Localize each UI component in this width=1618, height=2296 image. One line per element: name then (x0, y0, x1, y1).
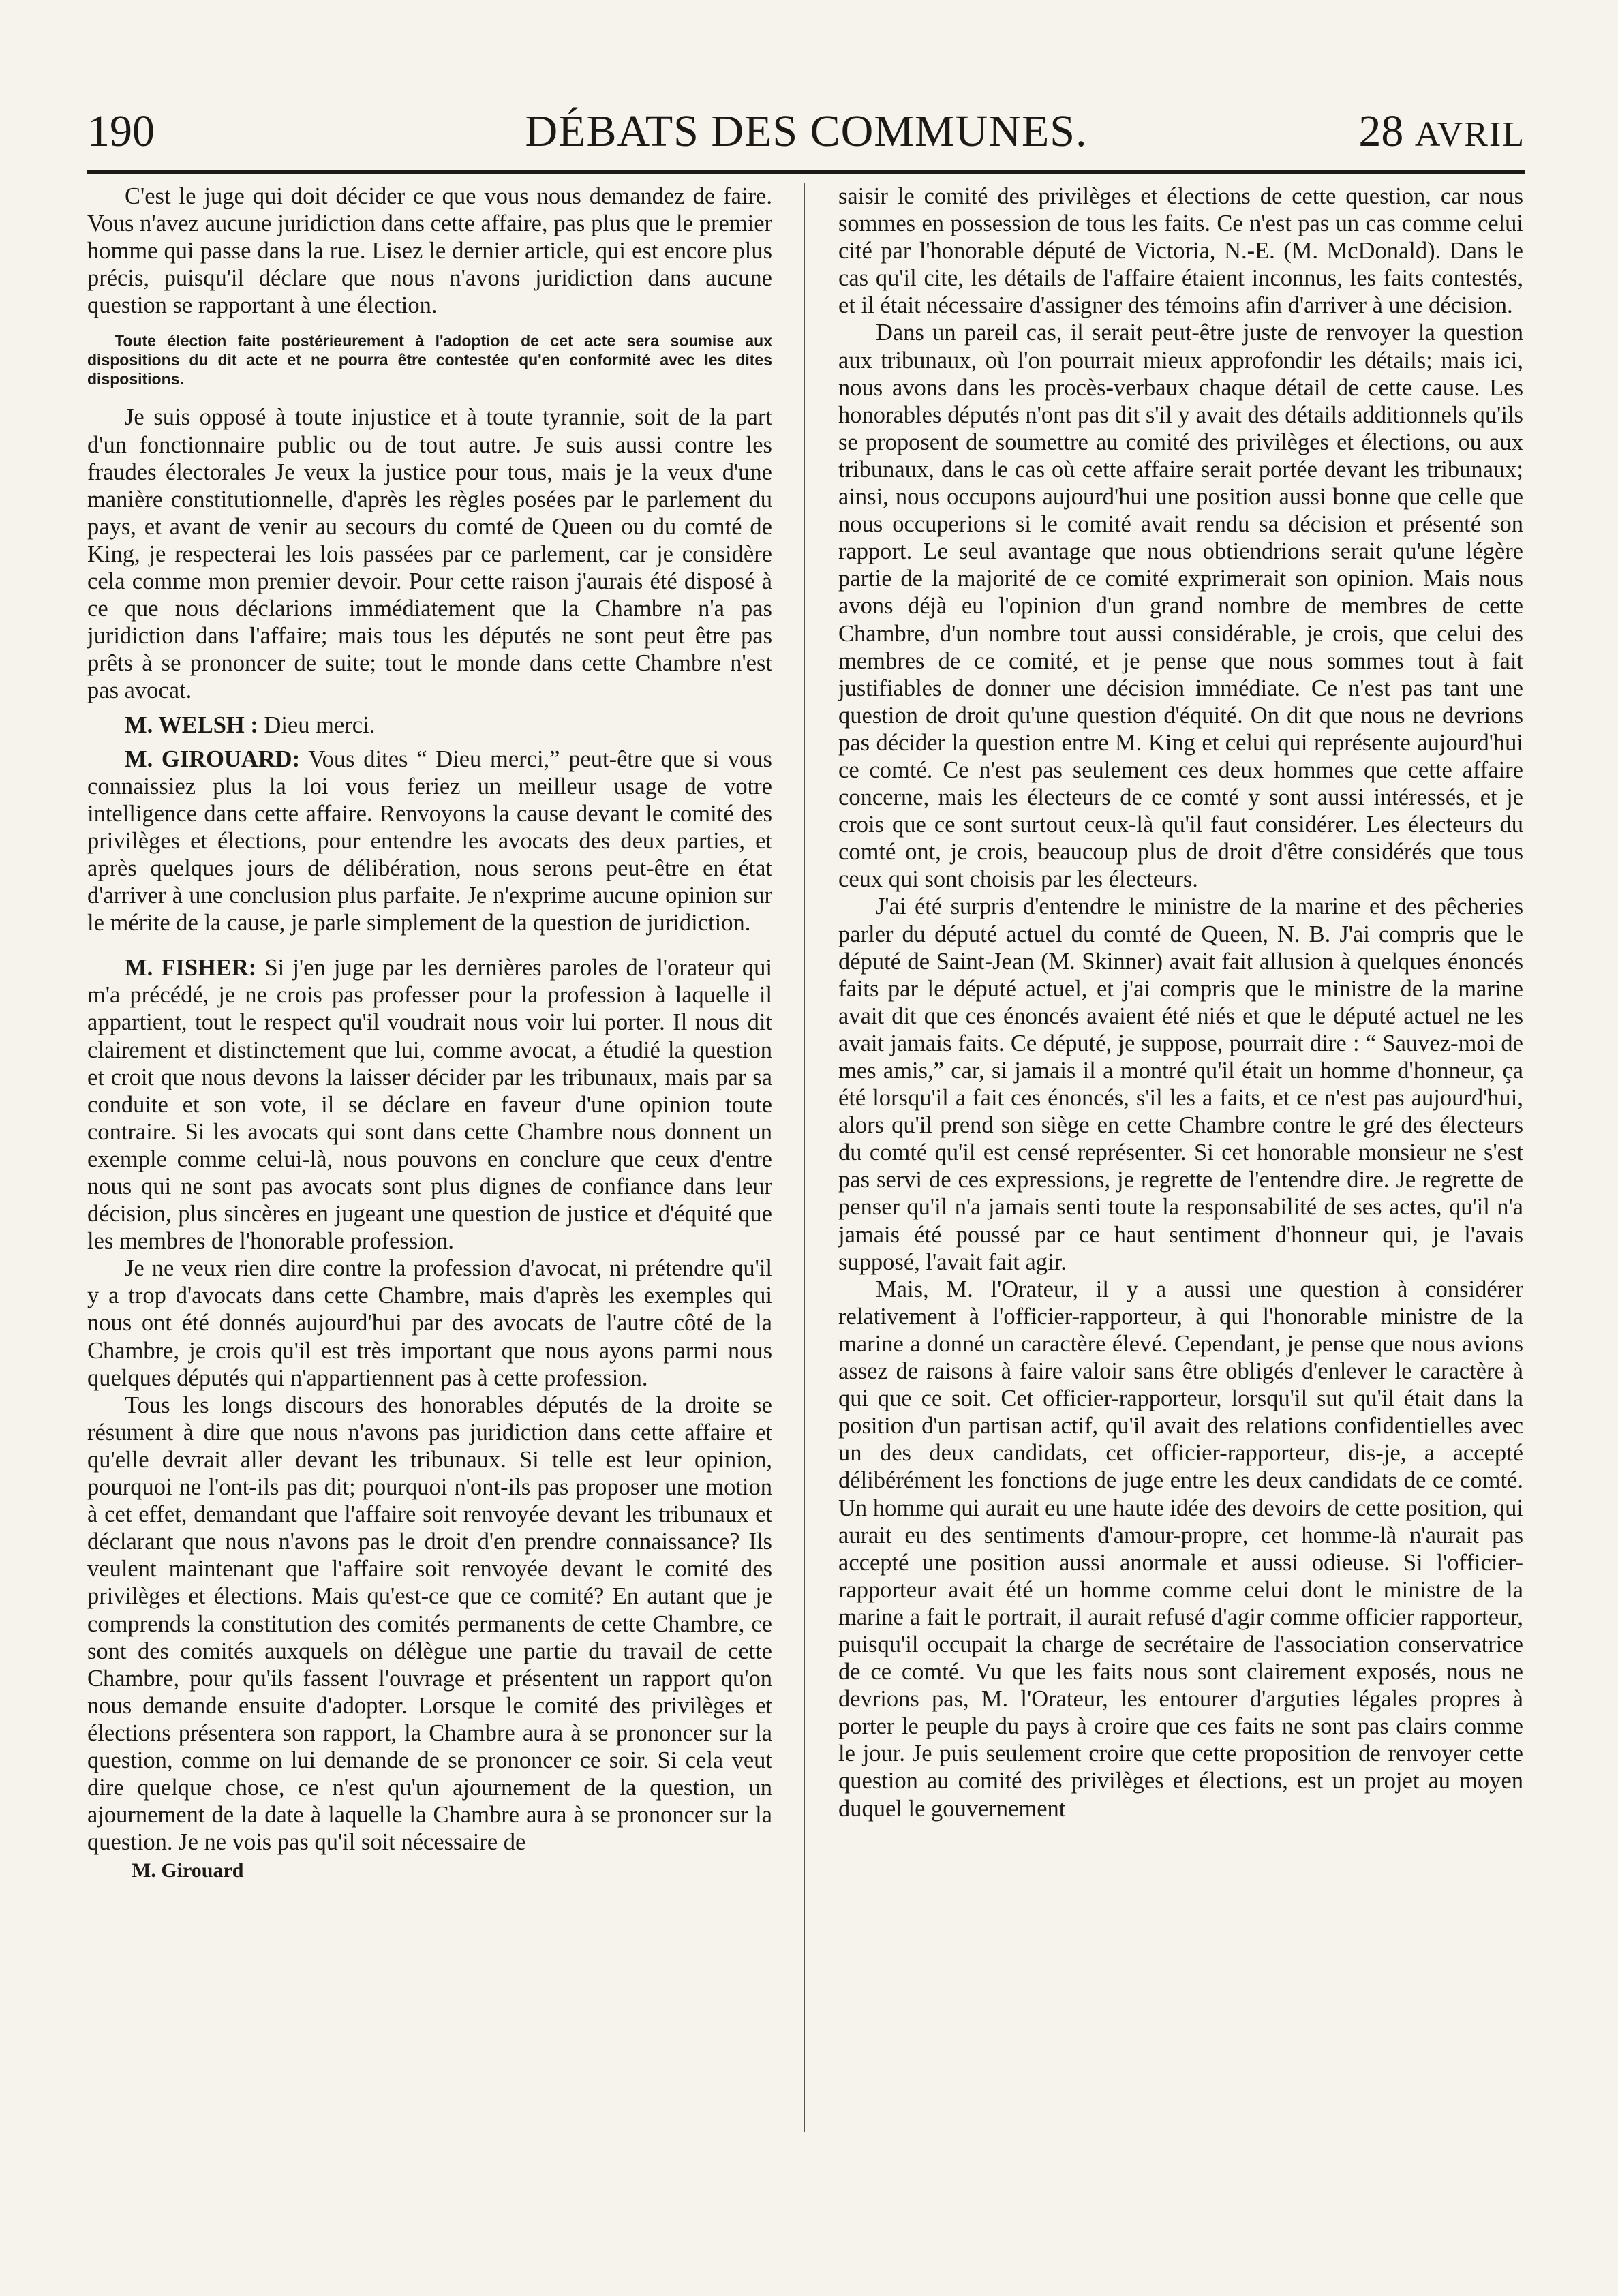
speech-text: Si j'en juge par les dernières paroles de l'orateur qui m'a précédé, je ne crois pas professer pour la profession à laquelle il appartient, tout le respect qu'il voudrait nous voir lui porter. Il nous dit clairement et distinctement que lui, comme avocat, a étudié la question et croit que nous devons la laisser décider par les tribunaux, mais par sa conduite et son vote, il se déclare en faveur d'une opinion toute contraire. Si les avocats qui sont dans cette Chambre nous donnent un exemple comme celui-là, nous pouvons en conclure que ceux d'entre nous qui ne sont pas avocats sont plus dignes de confiance dans leur décision, plus sincères en jugeant une question de justice et d'équité que les membres de l'honorable profession. (87, 955, 772, 1255)
speech-fisher (87, 954, 772, 1255)
header-rule (87, 170, 1525, 174)
right-column (838, 183, 1523, 2227)
paragraph: Tous les longs discours des honorables députés de la droite se résument à dire que nous n'avons pas juridiction dans cette affaire et qu'elle devrait aller devant les tribunaux. Si telle est leur opinion, pourquoi ne l'ont-ils pas dit; pourquoi n'ont-ils pas proposer une motion à cet effet, demandant que l'affaire soit renvoyée devant les tribunaux et déclarant que nous n'avons pas le droit d'en prendre connaissance? Ils veulent maintenant que l'affaire soit renvoyée devant le comité des privilèges et élections. Mais qu'est-ce que ce comité? En autant que je comprends la constitution des comités permanents de cette Chambre, ce sont des comités auxquels on délègue une partie du travail de cette Chambre, pour qu'ils fassent l'ouvrage et présentent un rapport qu'on nous demande ensuite d'adopter. Lorsque le comité des privilèges et élections présentera son rapport, la Chambre aura à se prononcer sur la question, comme on lui demande de se prononcer ce soir. Si cela veut dire quelque chose, ce n'est qu'un ajournement de la question, un ajournement de la date à laquelle la Chambre aura à se prononcer sur la question. Je ne vois pas qu'il soit nécessaire de (87, 1392, 772, 1856)
paragraph: Je suis opposé à toute injustice et à toute tyrannie, soit de la part d'un fonctionnaire public ou de tout autre. Je suis aussi contre les fraudes électorales Je veux la justice pour tous, mais je la veux d'une manière constitutionnelle, d'après les règles posées par le parlement du pays, et avant de venir au secours du comté de Queen ou du comté de King, je respecterai les lois passées par ce parlement, car je considère cela comme mon premier devoir. Pour cette raison j'aurais été disposé à ce que nous déclarions immédiatement que la Chambre n'a pas juridiction dans l'affaire; mais tous les députés ne sont peut être pas prêts à se prononcer de suite; tout le monde dans cette Chambre n'est pas avocat. (87, 404, 772, 704)
paragraph: Je ne veux rien dire contre la profession d'avocat, ni prétendre qu'il y a trop d'avocats dans cette Chambre, mais d'après les exemples qui nous ont été donnés aujourd'hui par des avocats de l'autre côté de la Chambre, je crois qu'il est très important que nous ayons parmi nous quelques députés qui n'appartiennent pas à cette profession. (87, 1255, 772, 1391)
speaker-name: M. GIROUARD: (125, 746, 301, 772)
quoted-article: Toute élection faite postérieurement à l'adoption de cet acte sera soumise aux dispositions du dit acte et ne pourra être contestée qu'en conformité avec les dites dispositions. (87, 332, 772, 388)
paragraph: J'ai été surpris d'entendre le ministre de la marine et des pêcheries parler du député actuel du comté de Queen, N. B. J'ai compris que le député de Saint-Jean (M. Skinner) avait fait allusion à quelques énoncés faits par le député actuel, et j'ai compris que le ministre de la marine avait dit que ces énoncés avaient été niés et que le député actuel ne les avait jamais faits. Ce député, je suppose, pourrait dire : “ Sauvez-moi de mes amis,” car, si jamais il a montré qu'il était un homme d'honneur, ça été lorsqu'il a fait ces énoncés, s'il les a faits, et ce n'est pas aujourd'hui, alors qu'il prend son siège en cette Chambre contre le gré des électeurs du comté qu'il est censé représenter. Si cet honorable monsieur ne s'est pas servi de ces expressions, je regrette de l'entendre dire. Je regrette de penser qu'il n'a jamais senti toute la responsabilité de ses actes, qu'il n'a jamais été poussé par ce haut sentiment d'honneur qui, je l'avais supposé, l'avait fait agir. (838, 893, 1523, 1275)
speech-welsh (87, 711, 772, 739)
speaker-name: M. WELSH : (125, 711, 258, 738)
date-month: AVRIL (1414, 115, 1525, 154)
paragraph: Dans un pareil cas, il serait peut-être juste de renvoyer la question aux tribunaux, où l'on pourrait mieux approfondir les détails; mais ici, nous avons dans les procès-verbaux chaque détail de cette cause. Les honorables députés n'ont pas dit s'il y avait des détails additionnels qu'ils se proposent de soumettre au comité des privilèges et élections, ou aux tribunaux, dans le cas où cette affaire serait portée devant les tribunaux; ainsi, nous occupons aujourd'hui une position aussi bonne que celle que nous occuperions si le comité avait rendu sa décision et présenté son rapport. Le seul avantage que nous obtiendrions serait qu'une légère partie de la majorité de ce comité exprimerait son opinion. Mais nous avons déjà eu l'opinion d'un grand nombre de membres de cette Chambre, d'un nombre tout aussi considérable, je crois, que celui des membres de ce comité, et je pense que nous sommes tout à fait justifiables de donner une décision immédiate. Ce n'est pas tant une question de droit qu'une question d'équité. On dit que nous ne devrions pas décider la question entre M. King et celui qui représente aujourd'hui ce comté. Ce n'est pas seulement ces deux hommes que cette affaire concerne, mais les électeurs de ce comté y sont aussi intéressés, et je crois que ce sont surtout ceux-là qu'il faut considérer. Les électeurs du comté ont, je crois, beaucoup plus de droit d'être considérés que tous ceux qui sont choisis par les électeurs. (838, 320, 1523, 893)
page-number: 190 (87, 106, 155, 156)
paragraph: C'est le juge qui doit décider ce que vous nous demandez de faire. Vous n'avez aucune juridiction dans cette affaire, pas plus que le premier homme qui passe dans la rue. Lisez le dernier article, qui est encore plus précis, puisqu'il déclare que nous n'avons juridiction dans aucune question se rapportant à une élection. (87, 183, 772, 319)
speech-girouard (87, 746, 772, 937)
paragraph: Mais, M. l'Orateur, il y a aussi une question à considérer relativement à l'officier-rapporteur, à qui l'honorable ministre de la marine a donné un caractère élevé. Cependant, je pense que nous avions assez de raisons à faire valoir sans être obligés d'enlever le caractère à qui que ce soit. Cet officier-rapporteur, lorsqu'il sut qu'il était dans la position d'un partisan actif, qu'il avait des relations confidentielles avec un des deux candidats, cet officier-rapporteur, dis-je, a accepté délibérément les fonctions de juge entre les deux candidats de ce comté. Un homme qui aurait eu une haute idée des devoirs de cette position, qui aurait eu des sentiments d'amour-propre, cet homme-là n'aurait pas accepté une position aussi anormale et aussi odieuse. Si l'officier-rapporteur avait été un homme comme celui dont le ministre de la marine a fait le portrait, il aurait refusé d'agir comme officier rapporteur, puisqu'il occupait la charge de secrétaire de l'association conservatrice de ce comté. Vu que les faits nous sont clairement exposés, nous ne devrions pas, M. l'Orateur, les entourer d'arguties légales propres à porter le peuple du pays à croire que ces faits ne sont pas clairs comme le jour. Je puis seulement croire que cette proposition de renvoyer cette question au comité des privilèges et élections, est un projet au moyen duquel le gouvernement (838, 1276, 1523, 1822)
speaker-name: M. FISHER: (125, 955, 257, 981)
speech-text: Vous dites “ Dieu merci,” peut-être que si vous connaissiez plus la loi vous feriez un meilleur usage de votre intelligence dans cette affaire. Renvoyons la cause devant le comité des privilèges et élections, pour entendre les avocats des deux parties, et après quelques jours de délibération, nous serons peut-être en état d'arriver à une conclusion plus parfaite. Je n'exprime aucune opinion sur le mérite de la cause, je parle simplement de la question de juridiction. (87, 746, 772, 936)
speech-text: Dieu merci. (264, 711, 376, 738)
continuation-signature: M. Girouard (132, 1859, 244, 1882)
page-title: DÉBATS DES COMMUNES. (525, 106, 1088, 156)
page-date (1358, 101, 1525, 166)
date-day: 28 (1358, 106, 1404, 156)
left-column (87, 183, 772, 2227)
paragraph: saisir le comité des privilèges et élections de cette question, car nous sommes en possession de tous les faits. Ce n'est pas un cas comme celui cité par l'honorable député de Victoria, N.-E. (M. McDonald). Dans le cas qu'il cite, les détails de l'affaire étaient inconnus, les faits contestés, et il était nécessaire d'assigner des témoins afin d'arriver à une décision. (838, 183, 1523, 319)
page-header (87, 101, 1525, 162)
column-divider (804, 183, 805, 2132)
